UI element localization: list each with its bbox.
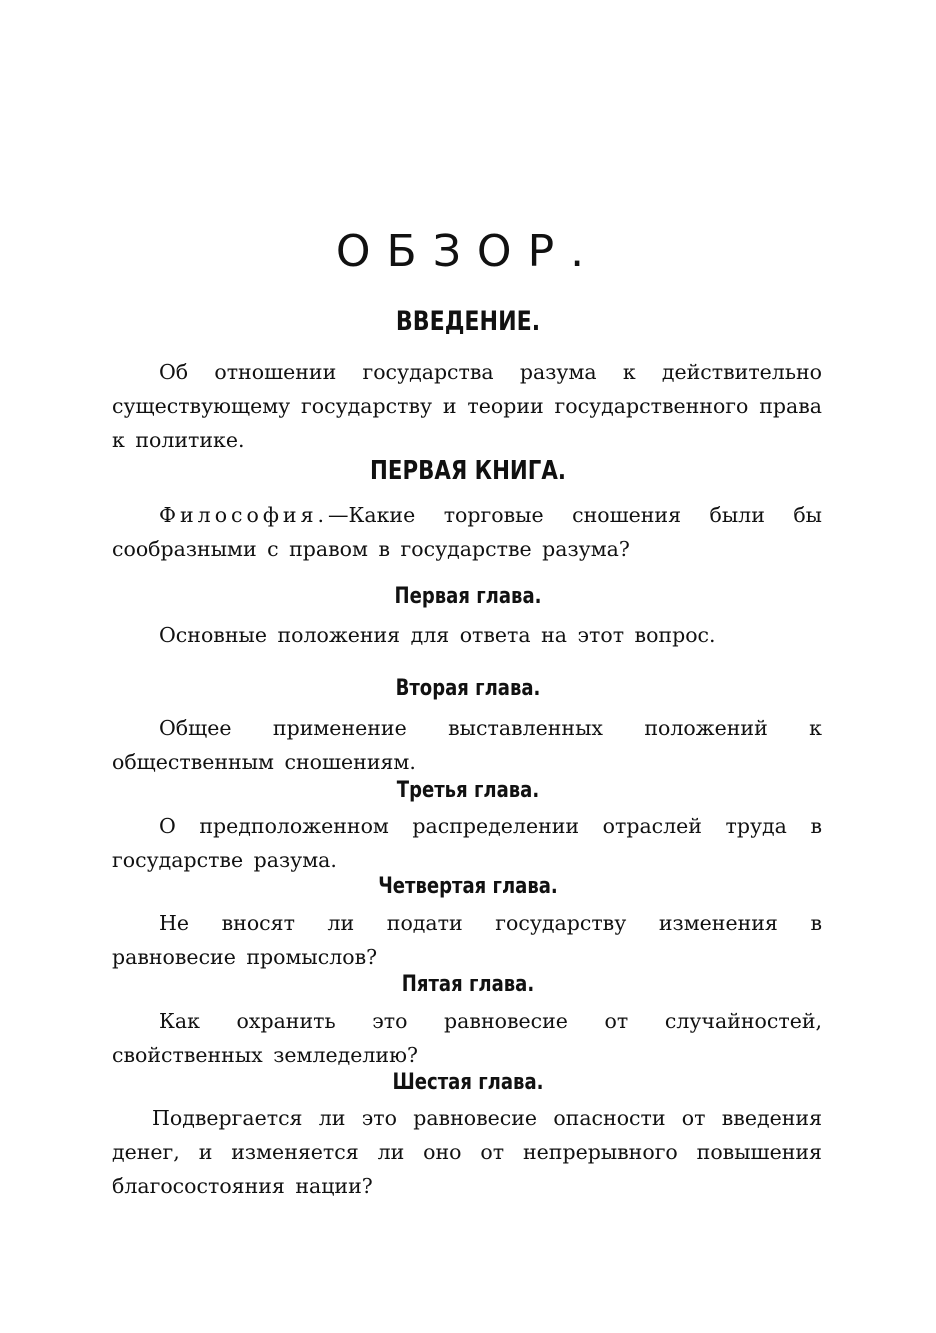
page-title: ОБЗОР. [335, 226, 601, 277]
chapter-3-text: О предположенном распределении отраслей труда в государстве разума. [112, 814, 822, 872]
chapter-1-heading: Первая глава. [394, 584, 542, 609]
book-heading: ПЕРВАЯ КНИГА. [370, 456, 566, 486]
chapter-2-heading: Вторая глава. [395, 676, 541, 701]
chapter-1-text: Основные положения для ответа на этот вопрос. [159, 623, 716, 647]
chapter-3-heading: Третья глава. [396, 778, 540, 803]
chapter-3-paragraph [112, 809, 822, 877]
chapter-4-text: Не вносят ли подати государству изменения в равновесие промыслов? [112, 911, 822, 969]
chapter-2-paragraph [112, 711, 822, 779]
introduction-text: Об отношении государства разума к действительно существующему государству и теории государственного права к политике. [112, 360, 822, 452]
book-paragraph [112, 498, 822, 566]
chapter-5-text: Как охранить это равновесие от случайностей, свойственных земледелию? [112, 1009, 822, 1067]
chapter-2-text: Общее применение выставленных положений к общественным сношениям. [112, 716, 822, 774]
chapter-4-paragraph [112, 906, 822, 974]
chapter-1-paragraph [112, 618, 822, 652]
chapter-5-paragraph [112, 1004, 822, 1072]
book-lead: Философия. [159, 503, 329, 527]
chapter-6-heading: Шестая глава. [392, 1070, 544, 1095]
introduction-paragraph [112, 355, 822, 457]
introduction-heading: ВВЕДЕНИЕ. [395, 306, 541, 337]
chapter-5-heading: Пятая глава. [401, 972, 535, 997]
chapter-4-heading: Четвертая глава. [378, 874, 558, 899]
chapter-6-paragraph [112, 1101, 822, 1203]
chapter-6-text: Подвергается ли это равновесие опасности от введения денег, и изменяется ли оно от непрерывного повышения благосостояния нации? [112, 1106, 822, 1198]
book-text: —Какие торговые сношения были бы сообразными с правом в государстве разума? [112, 503, 822, 561]
